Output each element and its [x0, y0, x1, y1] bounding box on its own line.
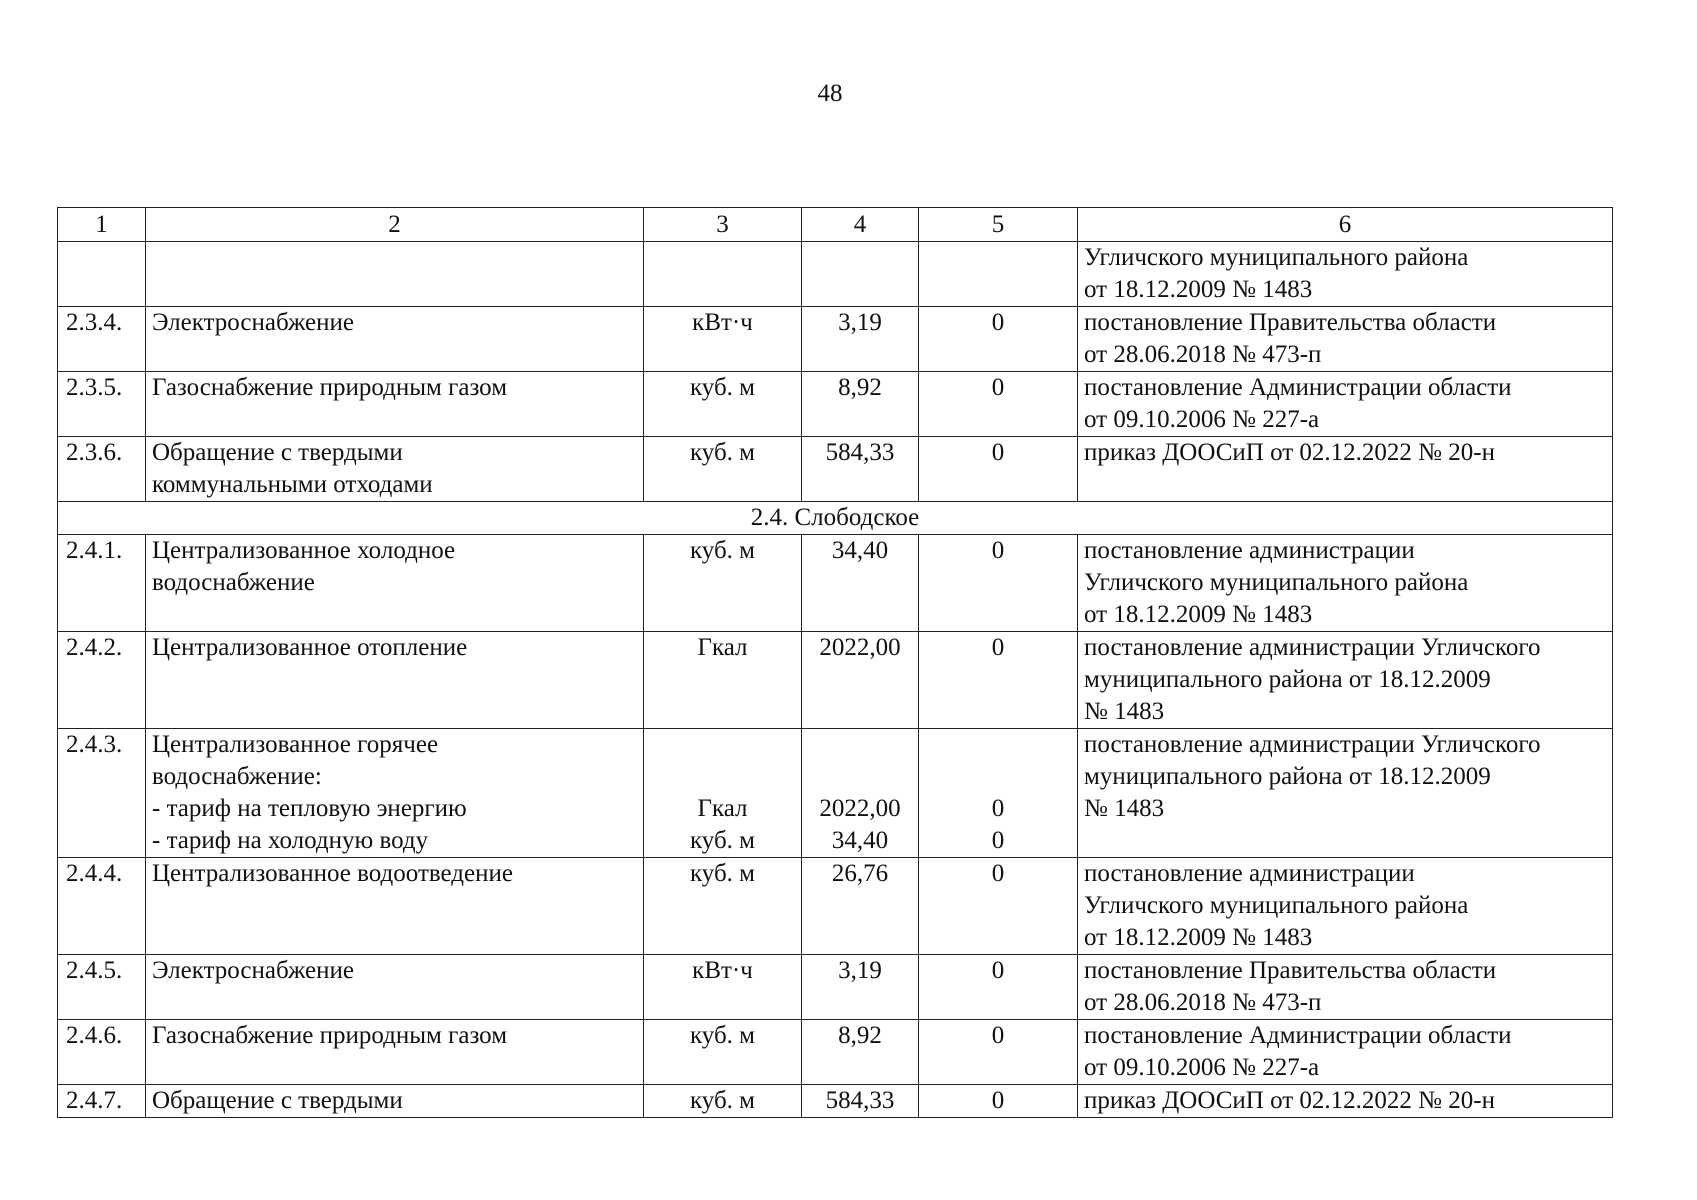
cell-value: [802, 535, 919, 632]
cell-name: [146, 729, 644, 858]
cell-doc-line: постановление администрации Угличского: [1084, 634, 1541, 661]
cell-unit: [644, 242, 802, 307]
cell-name-line: Обращение с твердыми: [152, 439, 403, 466]
cell-num: [58, 372, 146, 437]
cell-doc-line: постановление администрации: [1084, 860, 1415, 887]
cell-doc-line: постановление администрации: [1084, 537, 1415, 564]
cell-value: [802, 242, 919, 307]
cell-rate: [919, 242, 1078, 307]
cell-unit-line: кВт·ч: [692, 957, 753, 984]
cell-value: [802, 955, 919, 1020]
cell-doc: [1078, 858, 1613, 955]
cell-rate: [919, 729, 1078, 858]
cell-rate-line: 0: [991, 374, 1005, 401]
cell-rate-line: 0: [991, 634, 1005, 661]
cell-unit-line: куб. м: [689, 1022, 755, 1049]
header-cell: 1: [58, 208, 146, 242]
cell-rate: [919, 437, 1078, 502]
table-row: [58, 307, 1613, 372]
cell-unit-line: куб. м: [689, 1087, 755, 1114]
cell-rate-line: 0: [991, 860, 1005, 887]
cell-name-line: Централизованное холодное: [152, 537, 456, 564]
cell-unit: [644, 437, 802, 502]
cell-unit: [644, 1085, 802, 1118]
cell-unit-line: куб. м: [689, 860, 755, 887]
cell-unit-line: куб. м: [689, 827, 755, 854]
cell-doc-line: от 28.06.2018 № 473-п: [1084, 989, 1322, 1016]
cell-doc: [1078, 307, 1613, 372]
cell-doc-line: приказ ДООСиП от 02.12.2022 № 20-н: [1084, 439, 1495, 466]
cell-num: [58, 632, 146, 729]
cell-name-line: Газоснабжение природным газом: [152, 1022, 508, 1049]
cell-unit: [644, 858, 802, 955]
cell-doc: [1078, 535, 1613, 632]
cell-name: [146, 437, 644, 502]
cell-doc-line: Угличского муниципального района: [1084, 569, 1469, 596]
cell-name: [146, 535, 644, 632]
cell-unit: [644, 307, 802, 372]
cell-num: [58, 1085, 146, 1118]
cell-rate-line: 0: [991, 309, 1005, 336]
cell-value: [802, 729, 919, 858]
cell-doc: [1078, 1020, 1613, 1085]
cell-name-line: Электроснабжение: [152, 957, 354, 984]
cell-doc-line: от 18.12.2009 № 1483: [1084, 601, 1313, 628]
cell-doc-line: от 09.10.2006 № 227-а: [1084, 1054, 1320, 1081]
cell-num: [58, 307, 146, 372]
cell-name-line: Электроснабжение: [152, 309, 354, 336]
cell-value-line: 2022,00: [819, 634, 901, 661]
cell-rate: [919, 858, 1078, 955]
cell-num: [58, 1020, 146, 1085]
cell-name-line: водоснабжение: [152, 569, 315, 596]
cell-name-line: Обращение с твердыми: [152, 1087, 403, 1114]
cell-value-line: 2022,00: [819, 795, 901, 822]
header-cell: 3: [644, 208, 802, 242]
cell-name-line: водоснабжение:: [152, 763, 322, 790]
cell-unit-line: куб. м: [689, 374, 755, 401]
cell-rate-line: 0: [991, 957, 1005, 984]
cell-num-line: 2.3.4.: [66, 309, 123, 336]
cell-doc-line: Угличского муниципального района: [1084, 892, 1469, 919]
cell-doc-line: муниципального района от 18.12.2009: [1084, 666, 1491, 693]
cell-name: [146, 242, 644, 307]
cell-num-line: 2.4.6.: [66, 1022, 123, 1049]
cell-num: [58, 729, 146, 858]
cell-name: [146, 858, 644, 955]
cell-name-line: Централизованное водоотведение: [152, 860, 513, 887]
cell-unit-line: Гкал: [697, 795, 748, 822]
cell-value-line: 584,33: [825, 1087, 895, 1114]
cell-value-line: 34,40: [831, 537, 889, 564]
cell-doc: [1078, 437, 1613, 502]
header-cell: 6: [1078, 208, 1613, 242]
cell-value: [802, 372, 919, 437]
cell-rate-line: 0: [991, 1087, 1005, 1114]
table-row-continuation: [58, 242, 1613, 307]
cell-doc-line: постановление Администрации области: [1084, 1022, 1512, 1049]
table-row: [58, 955, 1613, 1020]
cell-rate: [919, 955, 1078, 1020]
cell-value: [802, 1085, 919, 1118]
cell-doc-line: от 18.12.2009 № 1483: [1084, 924, 1313, 951]
cell-doc-line: № 1483: [1084, 795, 1165, 822]
cell-unit: [644, 632, 802, 729]
cell-value-line: 26,76: [831, 860, 889, 887]
cell-rate: [919, 307, 1078, 372]
cell-name: [146, 1085, 644, 1118]
cell-name: [146, 955, 644, 1020]
cell-value: [802, 437, 919, 502]
cell-rate-line: 0: [991, 795, 1005, 822]
table-row: [58, 1020, 1613, 1085]
cell-name-line: - тариф на холодную воду: [152, 827, 429, 854]
cell-name: [146, 1020, 644, 1085]
cell-unit-line: куб. м: [689, 537, 755, 564]
section-row: [58, 502, 1613, 535]
cell-unit: [644, 535, 802, 632]
table-row: [58, 729, 1613, 858]
cell-unit: [644, 729, 802, 858]
tariff-table: [57, 207, 1613, 1118]
table-row: [58, 632, 1613, 729]
table-header-row: [58, 208, 1613, 242]
cell-value-line: 584,33: [825, 439, 895, 466]
cell-value-line: 8,92: [838, 374, 882, 401]
cell-value-line: 3,19: [838, 309, 882, 336]
cell-num-line: 2.4.4.: [66, 860, 123, 887]
cell-doc: [1078, 1085, 1613, 1118]
cell-rate: [919, 1085, 1078, 1118]
cell-name-line: коммунальными отходами: [152, 471, 433, 498]
cell-doc: [1078, 955, 1613, 1020]
cell-doc: [1078, 242, 1613, 307]
cell-doc: [1078, 729, 1613, 858]
cell-doc-line: постановление Администрации области: [1084, 374, 1512, 401]
cell-doc: [1078, 632, 1613, 729]
page-number: 48: [817, 80, 843, 107]
cell-num: [58, 437, 146, 502]
cell-name: [146, 632, 644, 729]
table-row: [58, 372, 1613, 437]
cell-doc-line: муниципального района от 18.12.2009: [1084, 763, 1491, 790]
cell-value: [802, 1020, 919, 1085]
cell-doc: [1078, 372, 1613, 437]
cell-doc-line: приказ ДООСиП от 02.12.2022 № 20-н: [1084, 1087, 1495, 1114]
cell-value-line: 34,40: [831, 827, 889, 854]
cell-name-line: - тариф на тепловую энергию: [152, 795, 467, 822]
cell-unit: [644, 372, 802, 437]
cell-name: [146, 372, 644, 437]
cell-unit: [644, 1020, 802, 1085]
table-row: [58, 535, 1613, 632]
cell-name-line: Централизованное отопление: [152, 634, 468, 661]
section-title: 2.4. Слободское: [58, 502, 1613, 535]
cell-unit: [644, 955, 802, 1020]
cell-num-line: 2.3.6.: [66, 439, 123, 466]
cell-num-line: 2.4.1.: [66, 537, 123, 564]
cell-num-line: 2.3.5.: [66, 374, 123, 401]
cell-num: [58, 535, 146, 632]
cell-doc-line: № 1483: [1084, 698, 1165, 725]
doc-line: Угличского муниципального района: [1084, 244, 1469, 271]
cell-rate-line: 0: [991, 827, 1005, 854]
doc-line: от 18.12.2009 № 1483: [1084, 276, 1313, 303]
cell-value: [802, 632, 919, 729]
cell-rate-line: 0: [991, 537, 1005, 564]
table-row: [58, 858, 1613, 955]
cell-value-line: 8,92: [838, 1022, 882, 1049]
cell-doc-line: постановление Правительства области: [1084, 309, 1497, 336]
cell-num-line: 2.4.5.: [66, 957, 123, 984]
cell-rate-line: 0: [991, 1022, 1005, 1049]
cell-unit-line: кВт·ч: [692, 309, 753, 336]
header-cell: 2: [146, 208, 644, 242]
header-cell: 5: [919, 208, 1078, 242]
cell-value-line: 3,19: [838, 957, 882, 984]
cell-value: [802, 858, 919, 955]
cell-num-line: 2.4.2.: [66, 634, 123, 661]
cell-unit-line: Гкал: [697, 634, 748, 661]
cell-rate: [919, 632, 1078, 729]
cell-num-line: 2.4.7.: [66, 1087, 123, 1114]
cell-doc-line: постановление администрации Угличского: [1084, 731, 1541, 758]
cell-doc-line: от 09.10.2006 № 227-а: [1084, 406, 1320, 433]
cell-num: [58, 955, 146, 1020]
table-row: [58, 437, 1613, 502]
cell-name-line: Централизованное горячее: [152, 731, 439, 758]
table-row: [58, 1085, 1613, 1118]
cell-doc-line: от 28.06.2018 № 473-п: [1084, 341, 1322, 368]
cell-value: [802, 307, 919, 372]
cell-doc-line: постановление Правительства области: [1084, 957, 1497, 984]
header-cell: 4: [802, 208, 919, 242]
cell-rate: [919, 1020, 1078, 1085]
cell-rate: [919, 372, 1078, 437]
cell-rate: [919, 535, 1078, 632]
cell-num: [58, 858, 146, 955]
cell-unit-line: куб. м: [689, 439, 755, 466]
cell-num: [58, 242, 146, 307]
cell-num-line: 2.4.3.: [66, 731, 123, 758]
cell-name: [146, 307, 644, 372]
cell-name-line: Газоснабжение природным газом: [152, 374, 508, 401]
cell-rate-line: 0: [991, 439, 1005, 466]
